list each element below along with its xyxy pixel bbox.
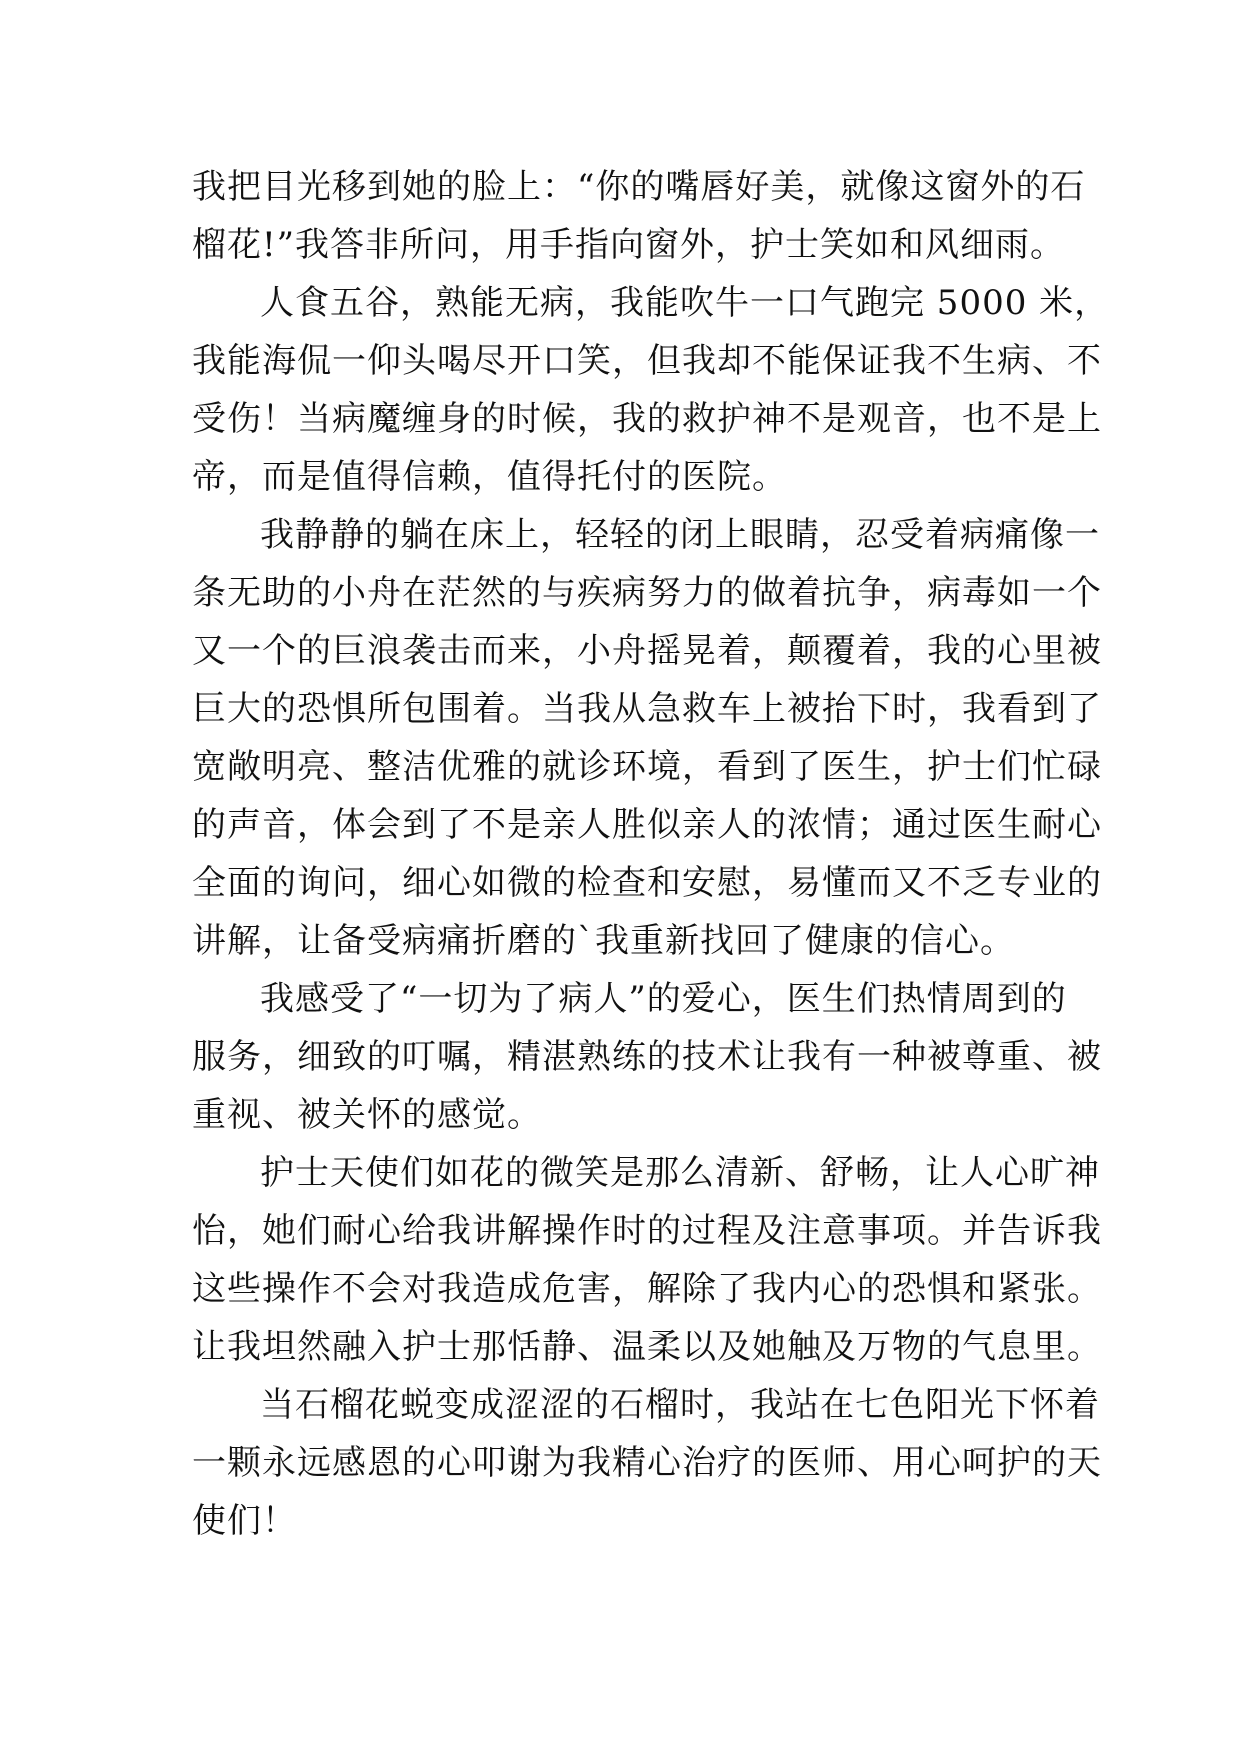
- text-line: 我能海侃一仰头喝尽开口笑，但我却不能保证我不生病、不: [192, 341, 1102, 381]
- text-line: 服务，细致的叮嘱，精湛熟练的技术让我有一种被尊重、被: [192, 1037, 1102, 1077]
- text-line: 讲解，让备受病痛折磨的`我重新找回了健康的信心。: [192, 921, 1015, 961]
- text-line: 人食五谷，熟能无病，我能吹牛一口气跑完 5000 米，: [260, 283, 1110, 323]
- text-line: 条无助的小舟在茫然的与疾病努力的做着抗争，病毒如一个: [192, 573, 1102, 613]
- text-line: 一颗永远感恩的心叩谢为我精心治疗的医师、用心呵护的天: [192, 1443, 1102, 1483]
- text-line: 使们！: [192, 1501, 297, 1541]
- text-line: 让我坦然融入护士那恬静、温柔以及她触及万物的气息里。: [192, 1327, 1102, 1367]
- text-line: 帝，而是值得信赖，值得托付的医院。: [192, 457, 787, 497]
- text-line: 怡，她们耐心给我讲解操作时的过程及注意事项。并告诉我: [192, 1211, 1102, 1251]
- text-line: 重视、被关怀的感觉。: [192, 1095, 542, 1135]
- text-line: 我静静的躺在床上，轻轻的闭上眼睛，忍受着病痛像一: [260, 515, 1100, 555]
- text-line: 当石榴花蜕变成涩涩的石榴时，我站在七色阳光下怀着: [260, 1385, 1100, 1425]
- text-line: 榴花!”我答非所问，用手指向窗外，护士笑如和风细雨。: [192, 225, 1066, 265]
- text-line: 全面的询问，细心如微的检查和安慰，易懂而又不乏专业的: [192, 863, 1102, 903]
- text-line: 巨大的恐惧所包围着。当我从急救车上被抬下时，我看到了: [192, 689, 1102, 729]
- text-line: 护士天使们如花的微笑是那么清新、舒畅，让人心旷神: [260, 1153, 1100, 1193]
- text-line: 的声音，体会到了不是亲人胜似亲人的浓情；通过医生耐心: [192, 805, 1102, 845]
- text-line: 受伤！当病魔缠身的时候，我的救护神不是观音，也不是上: [192, 399, 1102, 439]
- text-line: 又一个的巨浪袭击而来，小舟摇晃着，颠覆着，我的心里被: [192, 631, 1102, 671]
- text-line: 这些操作不会对我造成危害，解除了我内心的恐惧和紧张。: [192, 1269, 1102, 1309]
- text-line: 我感受了“一切为了病人”的爱心，医生们热情周到的: [260, 979, 1067, 1019]
- document-body: [192, 158, 1110, 1550]
- text-line: 我把目光移到她的脸上：“你的嘴唇好美，就像这窗外的石: [192, 167, 1086, 207]
- text-line: 宽敞明亮、整洁优雅的就诊环境，看到了医生，护士们忙碌: [192, 747, 1102, 787]
